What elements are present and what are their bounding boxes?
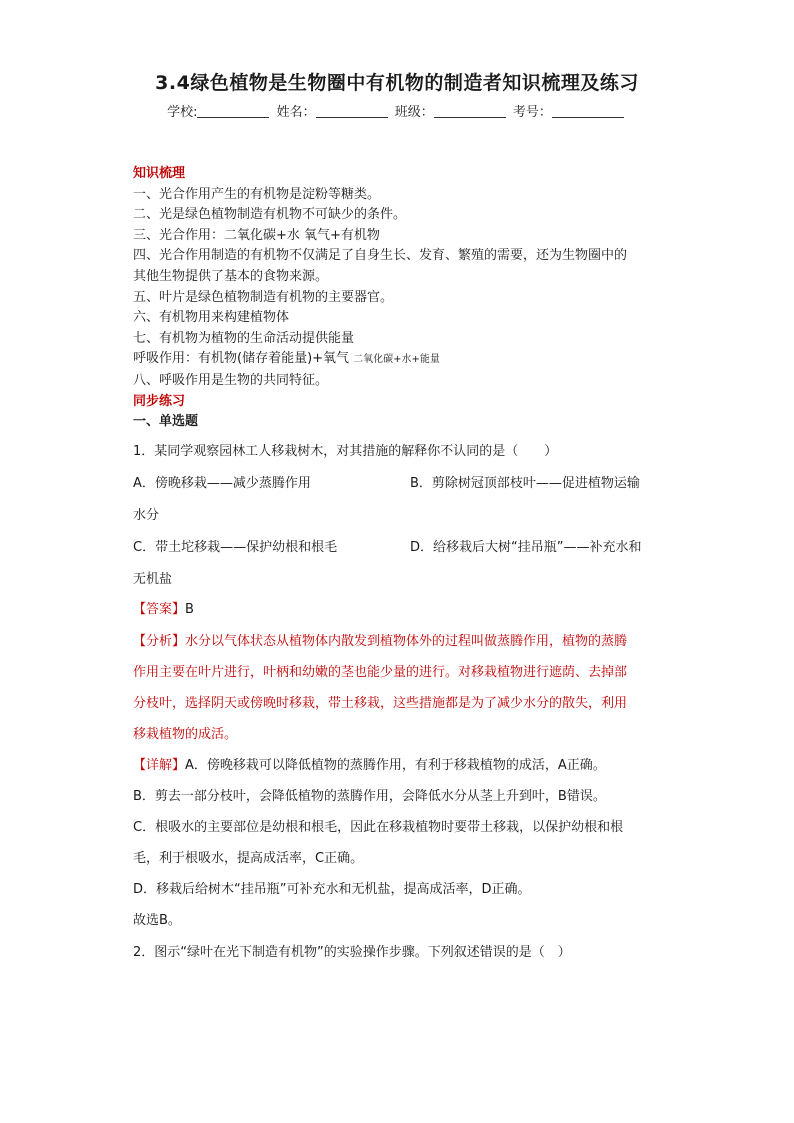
knowledge-section <box>133 164 673 433</box>
respiration-formula <box>133 349 673 371</box>
knowledge-line: 三、光合作用：二氧化碳+水 氧气+有机物 <box>133 227 380 243</box>
analysis-text: 水分以气体状态从植物体内散发到植物体外的过程叫做蒸腾作用，植物的蒸腾 <box>185 634 628 649</box>
name-blank[interactable] <box>316 104 388 118</box>
respiration-products: 二氧化碳+水+能量 <box>353 354 440 366</box>
knowledge-line: 一、光合作用产生的有机物是淀粉等糖类。 <box>133 186 381 202</box>
analysis-text: 移栽植物的成活。 <box>133 727 238 742</box>
knowledge-line: 二、光是绿色植物制造有机物不可缺少的条件。 <box>133 207 407 223</box>
student-info-line <box>0 101 794 120</box>
analysis-text: 分枝叶，选择阴天或傍晚时移栽，带土移栽，这些措施都是为了减少水分的散失，利用 <box>133 696 628 711</box>
knowledge-line: 七、有机物为植物的生命活动提供能量 <box>133 330 355 346</box>
page-title: 3.4绿色植物是生物圈中有机物的制造者知识梳理及练习 <box>155 72 639 94</box>
answer-label: 【答案】 <box>133 602 186 617</box>
practice-heading: 同步练习 <box>133 393 186 409</box>
answer-line <box>133 598 194 617</box>
question-2-stem: 2．图示“绿叶在光下制造有机物”的实验操作步骤。下列叙述错误的是（ ） <box>133 945 571 960</box>
answer-value: B <box>185 602 194 617</box>
name-label: 姓名： <box>276 105 316 120</box>
option-b: B．剪除树冠顶部枝叶——促进植物运输 <box>410 476 640 491</box>
detail-text: C．根吸水的主要部位是幼根和根毛，因此在移栽植物时要带土移栽，以保护幼根和根 <box>133 820 624 835</box>
analysis-line <box>133 630 627 649</box>
school-blank[interactable] <box>197 104 269 118</box>
analysis-label: 【分析】 <box>133 634 186 649</box>
knowledge-heading: 知识梳理 <box>133 166 186 181</box>
respiration-main: 呼吸作用：有机物(储存着能量)+氧气 <box>133 351 354 367</box>
question-1-stem: 1．某同学观察园林工人移栽树木，对其措施的解释你不认同的是（ ） <box>133 444 558 459</box>
class-label: 班级： <box>394 105 434 120</box>
knowledge-line: 其他生物提供了基本的食物来源。 <box>133 268 329 284</box>
detail-text: 毛，利于根吸水，提高成活率，C正确。 <box>133 851 364 866</box>
option-d-continued: 无机盐 <box>133 572 173 587</box>
option-a: A．傍晚移栽——减少蒸腾作用 <box>133 476 311 491</box>
section-heading: 一、单选题 <box>133 414 199 430</box>
school-label: 学校: <box>167 105 198 120</box>
option-b-continued: 水分 <box>133 508 160 523</box>
number-blank[interactable] <box>552 104 624 118</box>
option-c: C．带土坨移栽——保护幼根和根毛 <box>133 540 338 555</box>
detail-line <box>133 754 606 773</box>
class-blank[interactable] <box>434 104 506 118</box>
analysis-text: 作用主要在叶片进行，叶柄和幼嫩的茎也能少量的进行。对移栽植物进行遮荫、去掉部 <box>133 665 628 680</box>
knowledge-line: 五、叶片是绿色植物制造有机物的主要器官。 <box>133 289 394 305</box>
detail-text: B．剪去一部分枝叶，会降低植物的蒸腾作用，会降低水分从茎上升到叶，B错误。 <box>133 789 606 804</box>
knowledge-line: 六、有机物用来构建植物体 <box>133 310 290 326</box>
knowledge-line: 八、呼吸作用是生物的共同特征。 <box>133 372 329 388</box>
option-d: D．给移栽后大树“挂吊瓶”——补充水和 <box>410 540 642 555</box>
detail-label: 【详解】 <box>133 758 186 773</box>
detail-text: 故选B。 <box>133 913 181 928</box>
detail-text: A．傍晚移栽可以降低植物的蒸腾作用，有利于移栽植物的成活，A正确。 <box>185 758 606 773</box>
knowledge-line: 四、光合作用制造的有机物不仅满足了自身生长、发育、繁殖的需要，还为生物圈中的 <box>133 248 628 264</box>
detail-text: D．移栽后给树木“挂吊瓶”可补充水和无机盐，提高成活率，D正确。 <box>133 882 531 897</box>
number-label: 考号： <box>512 105 552 120</box>
